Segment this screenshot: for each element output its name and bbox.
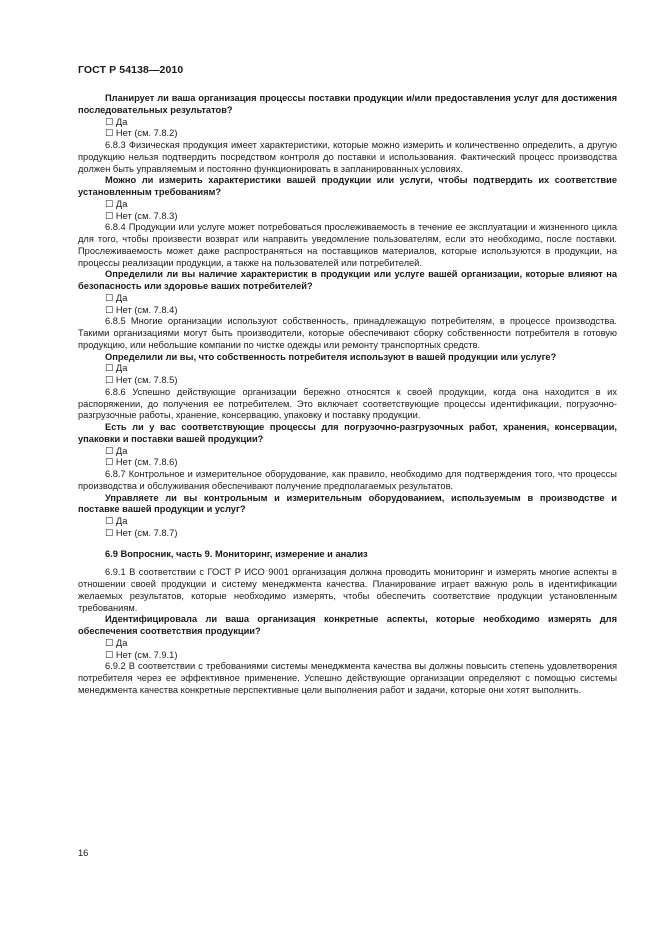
- answer-yes[interactable]: ☐ Да: [105, 198, 128, 209]
- answer-no[interactable]: ☐ Нет (см. 7.8.2): [105, 128, 178, 139]
- question-text: Планирует ли ваша организация процессы поставки продукции и/или предоставления услуг для достижения последовательных результатов?: [78, 93, 617, 115]
- paragraph: 6.8.3 Физическая продукция имеет характеристики, которые можно измерить и количественно определить, а другую продукцию нельзя подтвердить посредством контроля до поставки и использования. Фактический процесс производства должен быть управляемым и постоянно функционировать в запланированных условиях.: [78, 140, 617, 174]
- answer-no[interactable]: ☐ Нет (см. 7.8.6): [105, 457, 178, 468]
- answer-no[interactable]: ☐ Нет (см. 7.8.3): [105, 210, 178, 221]
- paragraph: 6.8.5 Многие организации используют собственность, принадлежащую потребителям, в процессе производства. Такими организациями могут быть производители, которые обеспечивают сборку собственности потребителя в готовую продукцию, или небольшие компании по чистке одежды или ремонту транспортных средств.: [78, 316, 617, 350]
- question-text: Определили ли вы наличие характеристик в продукции или услуге вашей организации, которые влияют на безопасность или здоровье ваших потребителей?: [78, 269, 617, 291]
- answer-no[interactable]: ☐ Нет (см. 7.8.4): [105, 304, 178, 315]
- paragraph: 6.8.4 Продукции или услуге может потребоваться прослеживаемость в течение ее эксплуатации и жизненного цикла для того, чтобы произвести возврат или направить уведомление пользователям, если это необходимо, после поставки. Прослеживаемость может даже распространяться на поставщиков материалов, которые используются в продукции, на процессы реализации продукции, а также на пользователей или потребителей.: [78, 222, 617, 268]
- answer-yes[interactable]: ☐ Да: [105, 292, 128, 303]
- section-heading: 6.9 Вопросник, часть 9. Мониторинг, измерение и анализ: [105, 548, 368, 559]
- answer-yes[interactable]: ☐ Да: [105, 516, 128, 526]
- answer-yes[interactable]: ☐ Да: [105, 637, 128, 648]
- paragraph: 6.8.6 Успешно действующие организации бережно относятся к своей продукции, когда она находится в их распоряжении, до получения ее потребителем. Это включает соответствующие процессы идентификации, погрузочно-разгрузочные работы, хранение, консервацию, упаковку и поставку продукции.: [78, 386, 617, 421]
- answer-no[interactable]: ☐ Нет (см. 7.8.7): [105, 527, 178, 538]
- answer-no[interactable]: ☐ Нет (см. 7.9.1): [105, 649, 178, 660]
- paragraph: 6.9.1 В соответствии с ГОСТ Р ИСО 9001 организация должна проводить мониторинг и измерять многие аспекты в отношении своей продукции и систему менеджмента качества. Планирование играет важную роль в идентификации желаемых результатов, которые необходимо измерять, чтобы обеспечить соответствие продукции установленным требованиям.: [78, 567, 617, 613]
- answer-no[interactable]: ☐ Нет (см. 7.8.5): [105, 375, 178, 385]
- question-text: Есть ли у вас соответствующие процессы для погрузочно-разгрузочных работ, хранения, консервации, упаковки и поставки вашей продукции?: [78, 422, 617, 444]
- paragraph: 6.8.7 Контрольное и измерительное оборудование, как правило, необходимо для подтверждения того, что процессы производства и обслуживания обеспечивают получение предполагаемых результатов.: [78, 469, 617, 491]
- question-text: Можно ли измерить характеристики вашей продукции или услуги, чтобы подтвердить их соответствие установленным требованиям?: [78, 175, 617, 197]
- question-text: Управляете ли вы контрольным и измерительным оборудованием, используемым в производстве и поставке вашей продукции и услуг?: [78, 492, 617, 515]
- question-text: Определили ли вы, что собственность потребителя используют в вашей продукции или услуге?: [105, 351, 557, 362]
- page-number: 16: [78, 848, 89, 858]
- answer-yes[interactable]: ☐ Да: [105, 363, 128, 374]
- document-body: [78, 93, 617, 697]
- question-text: Идентифицировала ли ваша организация конкретные аспекты, которые необходимо измерять для обеспечения соответствия продукции?: [78, 614, 617, 636]
- answer-yes[interactable]: ☐ Да: [105, 116, 128, 127]
- answer-yes[interactable]: ☐ Да: [105, 445, 128, 456]
- paragraph: 6.9.2 В соответствии с требованиями системы менеджмента качества вы должны повысить степень удовлетворения потребителя через ее эффективное применение. Успешно действующие организации определяют с помощью системы менеджмента качества конкретные перспективные цели выполнения работ и задачи, которые они хотят выполнить.: [78, 661, 617, 695]
- document-header: ГОСТ Р 54138—2010: [78, 64, 184, 76]
